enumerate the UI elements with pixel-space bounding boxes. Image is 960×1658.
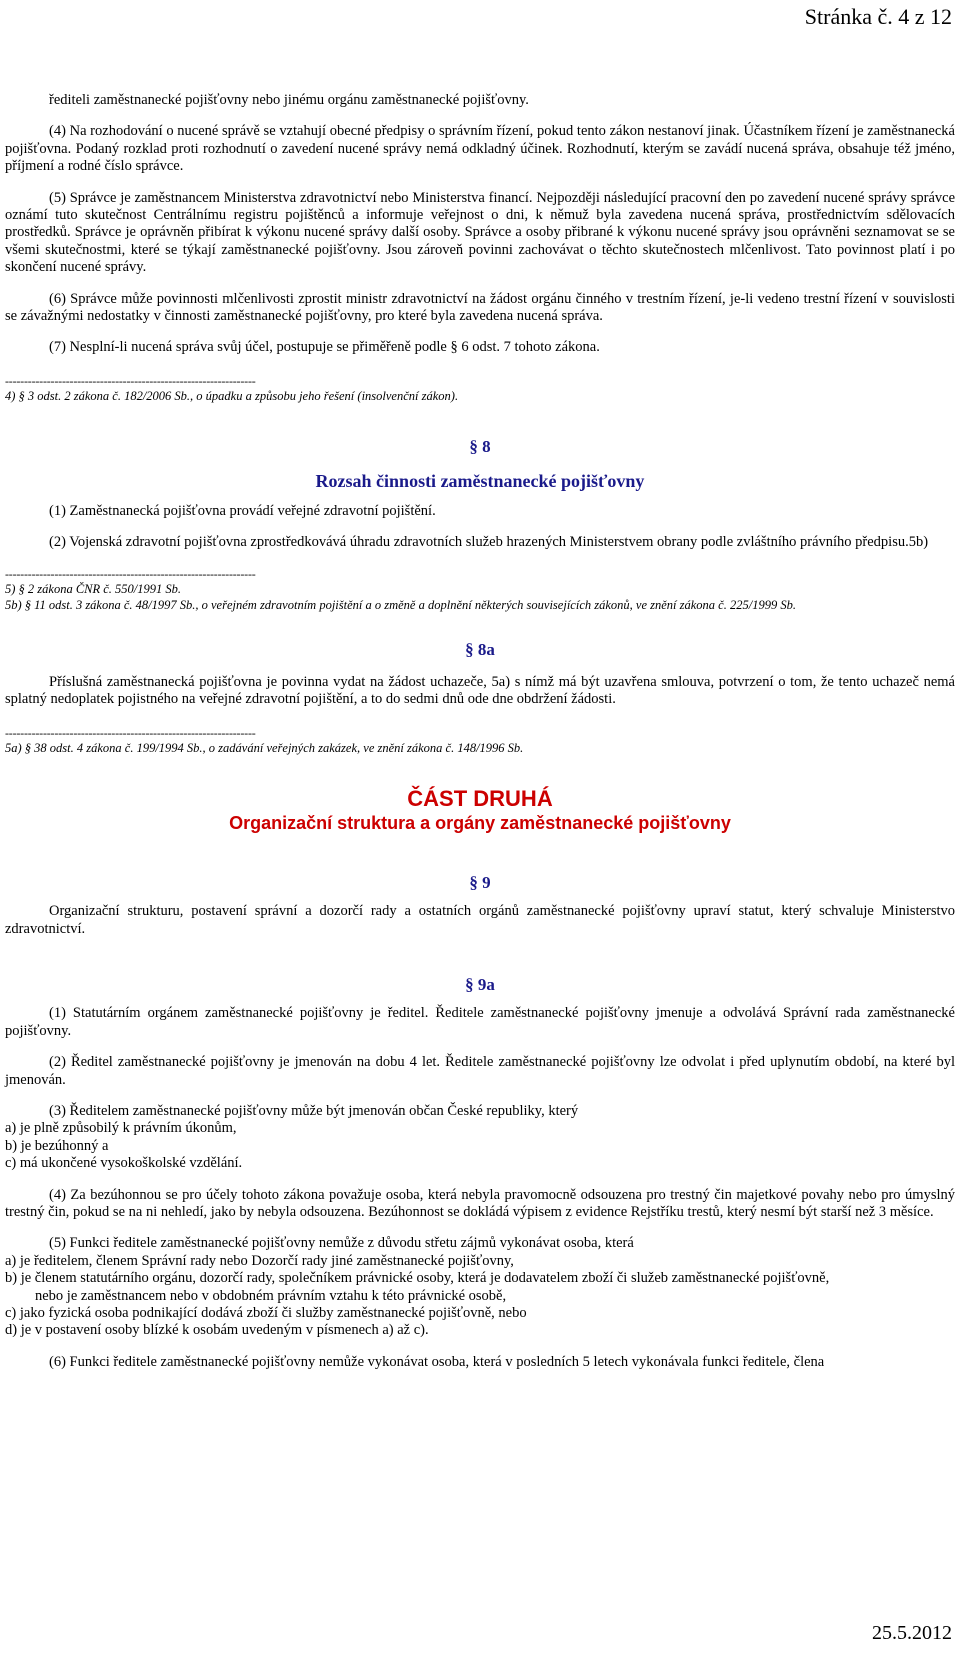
footnote-rule: ------------------------------------------------------------------	[5, 567, 256, 581]
section-9a-paragraph-4: (4) Za bezúhonnou se pro účely tohoto zákona považuje osoba, která nebyla pravomocně odsouzena pro trestný čin majetkové povahy nebo pro úmyslný trestný čin, pokud se na ni nehledí, jako by nebyla odsouzena. Bezúhonnost se dokládá výpisem z evidence Rejstříku trestů, který nesmí být starší než 3 měsíce.	[5, 1186, 955, 1220]
list-item: b) je bezúhonný a	[5, 1137, 109, 1154]
page-number: Stránka č. 4 z 12	[804, 4, 952, 29]
footnote-5b: 5b) § 11 odst. 3 zákona č. 48/1997 Sb., o veřejném zdravotním pojištění a o změně a doplnění některých souvisejících zákonů, ve znění zákona č. 225/1999 Sb.	[5, 597, 796, 612]
section-9-paragraph: Organizační strukturu, postavení správní a dozorčí rady a ostatních orgánů zaměstnanecké pojišťovny upraví statut, který schvaluje Ministerstvo zdravotnictví.	[5, 903, 955, 937]
section-9-number: § 9	[469, 872, 491, 892]
list-item: a) je ředitelem, členem Správní rady nebo Dozorčí rady jiné zaměstnanecké pojišťovny,	[5, 1252, 514, 1269]
footnote-rule: ------------------------------------------------------------------	[5, 374, 256, 388]
paragraph-6: (6) Správce může povinnosti mlčenlivosti zprostit ministr zdravotnictví na žádost orgánu činného v trestním řízení, je-li vedeno trestní řízení v souvislosti se závažnými nedostatky v činnosti zaměstnanecké pojišťovny, pro které byla zavedena nucená správa.	[5, 290, 955, 325]
section-9a-paragraph-6: (6) Funkci ředitele zaměstnanecké pojišťovny nemůže vykonávat osoba, která v posledních 5 letech vykonávala funkci ředitele, člena	[49, 1353, 825, 1370]
list-item: c) má ukončené vysokoškolské vzdělání.	[5, 1155, 243, 1172]
section-9a-paragraph-3: (3) Ředitelem zaměstnanecké pojišťovny může být jmenován občan České republiky, který	[49, 1102, 579, 1119]
paragraph-intro: řediteli zaměstnanecké pojišťovny nebo jinému orgánu zaměstnanecké pojišťovny.	[49, 92, 529, 108]
footnote-5a: 5a) § 38 odst. 4 zákona č. 199/1994 Sb., o zadávání veřejných zakázek, ve znění zákona č. 148/1996 Sb.	[5, 740, 524, 755]
footnote-rule: ------------------------------------------------------------------	[5, 726, 256, 740]
list-item: nebo je zaměstnancem nebo v obdobném právním vztahu k této právnické osobě,	[35, 1287, 507, 1304]
paragraph-5: (5) Správce je zaměstnancem Ministerstva zdravotnictví nebo Ministerstva financí. Nejpozději následující pracovní den po zavedení nucené správy správce oznámí tuto skutečnost Centrálnímu registru pojištěnců a informuje veřejnost o dni, k němuž byla zavedena nucená správa, prostřednictvím sdělovacích prostředků. Správce je oprávněn přibírat k výkonu nucené správy další osoby. Správce a osoby přibrané k výkonu nucené správy jsou oprávněni seznamovat se se všemi skutečnostmi, které se týkají zaměstnanecké pojišťovny. Jsou zároveň povinni zachovávat o těchto skutečnostech mlčenlivost. Tato povinnost platí i po skončení nucené správy.	[5, 189, 955, 276]
section-8-number: § 8	[469, 436, 491, 456]
paragraph-4: (4) Na rozhodování o nucené správě se vztahují obecné předpisy o správním řízení, pokud tento zákon nestanoví jinak. Účastníkem řízení je zaměstnanecká pojišťovna. Podaný rozklad proti rozhodnutí o zavedení nucené správy nemá odkladný účinek. Rozhodnutí, kterým se zavádí nucená správa, obsahuje též jméno, příjmení a rodné číslo správce.	[5, 123, 955, 175]
section-9a-paragraph-5: (5) Funkci ředitele zaměstnanecké pojišťovny nemůže z důvodu střetu zájmů vykonávat osoba, která	[49, 1235, 634, 1252]
footnote-5: 5) § 2 zákona ČNR č. 550/1991 Sb.	[5, 581, 182, 596]
list-item: c) jako fyzická osoba podnikající dodává zboží či služby zaměstnanecké pojišťovně, nebo	[5, 1305, 527, 1322]
section-9a-paragraph-1: (1) Statutárním orgánem zaměstnanecké pojišťovny je ředitel. Ředitele zaměstnanecké pojišťovny jmenuje a odvolává Správní rada zaměstnanecké pojišťovny.	[5, 1005, 955, 1039]
footnote-4: 4) § 3 odst. 2 zákona č. 182/2006 Sb., o úpadku a způsobu jeho řešení (insolvenční zákon).	[5, 388, 459, 403]
document-body	[5, 92, 955, 1385]
list-item: b) je členem statutárního orgánu, dozorčí rady, společníkem právnické osoby, která je dodavatelem zboží či služeb zaměstnanecké pojišťovně,	[5, 1270, 830, 1287]
paragraph-7: (7) Nesplní-li nucená správa svůj účel, postupuje se přiměřeně podle § 6 odst. 7 tohoto zákona.	[49, 339, 600, 356]
section-8-paragraph-2: (2) Vojenská zdravotní pojišťovna zprostředkovává úhradu zdravotních služeb hrazených Ministerstvem obrany podle zvláštního právního předpisu.5b)	[49, 534, 929, 551]
list-item: d) je v postavení osoby blízké k osobám uvedeným v písmenech a) až c).	[5, 1322, 429, 1339]
section-9a-paragraph-2: (2) Ředitel zaměstnanecké pojišťovny je jmenován na dobu 4 let. Ředitele zaměstnanecké pojišťovny lze odvolat i před uplynutím období, na které byl jmenován.	[5, 1054, 955, 1088]
section-9a-paragraph-5-list	[5, 1253, 955, 1340]
section-8a-paragraph: Příslušná zaměstnanecká pojišťovna je povinna vydat na žádost uchazeče, 5a) s nímž má být uzavřena smlouva, potvrzení o tom, že tento uchazeč nemá splatný nedoplatek pojistného na veřejné zdravotní pojištění, a to do sedmi dnů ode dne obdržení žádosti.	[5, 673, 955, 708]
section-8-paragraph-1: (1) Zaměstnanecká pojišťovna provádí veřejné zdravotní pojištění.	[49, 502, 436, 519]
section-9a-number: § 9a	[465, 974, 495, 994]
section-9a-paragraph-3-list	[5, 1120, 955, 1172]
footer-date: 25.5.2012	[872, 1622, 952, 1644]
part-title: ČÁST DRUHÁ	[407, 785, 553, 811]
list-item: a) je plně způsobilý k právním úkonům,	[5, 1120, 237, 1137]
part-subtitle: Organizační struktura a orgány zaměstnanecké pojišťovny	[229, 812, 731, 833]
section-8a-number: § 8a	[465, 639, 495, 659]
section-8-title: Rozsah činnosti zaměstnanecké pojišťovny	[315, 471, 645, 492]
